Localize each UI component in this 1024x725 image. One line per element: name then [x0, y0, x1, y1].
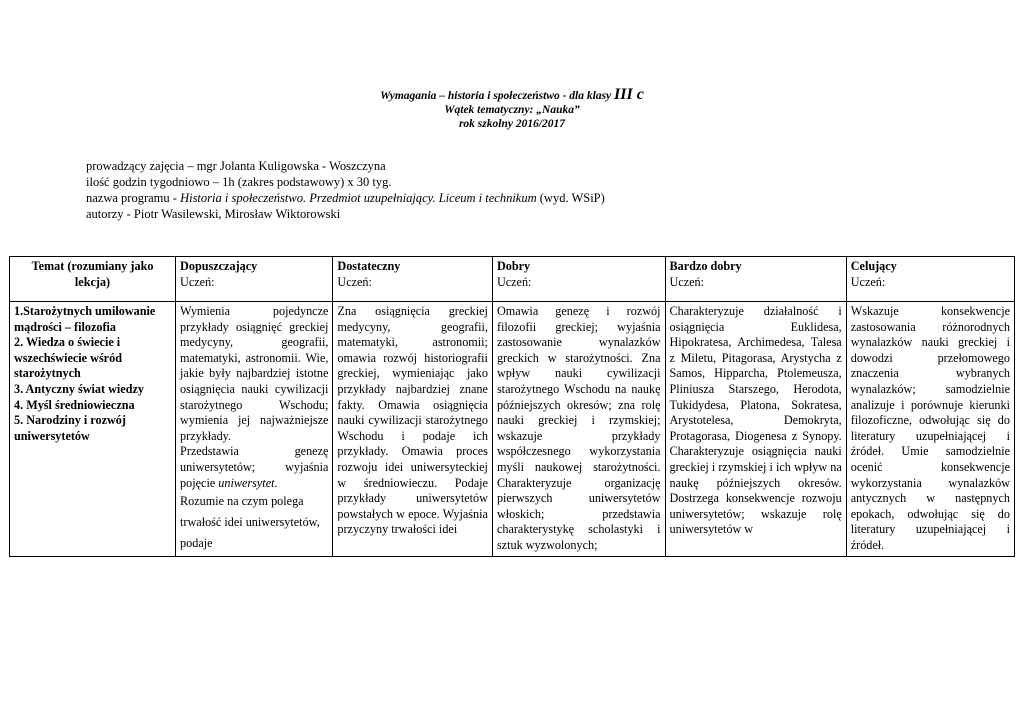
topic-item: 1.Starożytnych umiłowanie mądrości – filozofia: [14, 304, 156, 334]
requirement-text: Wskazuje konsekwencje zastosowania różnorodnych wynalazków nauki greckiej i dowodzi przełomowego znaczenia wybranych wynalazków; samodzielnie analizuje i porównuje kierunki filozoficzne, odwołując się do literatury uzupełniającej i źródeł. Umie samodzielnie ocenić konsekwencje wykorzystania wynalazków antycznych w następnych epokach, odwołując się do literatury uzupełniającej i źródeł.: [850, 304, 1010, 552]
topic-item: 3. Antyczny świat wiedzy: [14, 381, 144, 396]
requirement-text: Wymienia pojedyncze przykłady osiągnięć greckiej medycyny, geografii, matematyki, astronomii. Wie, jakie były najbardziej istotne osiągnięcia nauki cywilizacji starożytnego Wschodu; wymienia jej najważniejsze przykłady.: [180, 304, 329, 443]
header-title: Dopuszczający: [180, 259, 258, 273]
header-grade-5: [665, 257, 846, 302]
requirement-part: .: [274, 475, 278, 490]
cell-dostateczny: [333, 302, 493, 557]
program-title: Historia i społeczeństwo. Przedmiot uzupełniający. Liceum i technikum: [180, 191, 537, 205]
class-name: III c: [614, 86, 644, 103]
requirement-part: Przedstawia genezę uniwersytetów; wyjaśnia pojęcie: [180, 444, 329, 490]
requirement-text: Charakteryzuje działalność i osiągnięcia Euklidesa, Hipokratesa, Archimedesa, Talesa z Miletu, Pitagorasa, Arystycha z Samos, Hipparcha, Ptolemeusza, Pliniusza Starszego, Herodota, Tukidydesa, Platona, Sokratesa, Arystotelesa, Demokryta, Protagorasa, Diogenesa z Synopy. Charakteryzuje osiągnięcia nauki greckiej i rzymskiej i ich wpływ na naukę późniejszych okresów. Dostrzega konsekwencje rozwoju uniwersytetów; wskazuje rolę uniwersytetów w: [669, 304, 842, 537]
program-publisher: (wyd. WSiP): [539, 191, 605, 205]
requirement-term: uniwersytet: [218, 475, 275, 490]
header-topic-title: Temat (rozumiany jako lekcja): [31, 259, 154, 289]
program-line: [86, 190, 605, 206]
header-grade-3: [333, 257, 493, 302]
header-sub: Uczeń:: [180, 274, 215, 289]
school-year: rok szkolny 2016/2017: [458, 118, 566, 130]
document-header: [0, 88, 1024, 131]
teacher-line: prowadzący zajęcia – mgr Jolanta Kuligowska - Woszczyna: [86, 159, 386, 173]
requirement-text: Zna osiągnięcia greckiej medycyny, geografii, matematyki, astronomii; omawia rozwój historiografii greckiej, wymieniając jako przykłady najbardziej znane fakty. Omawia osiągnięcia nauki cywilizacji starożytnego Wschodu i podaje ich przykłady. Omawia proces rozwoju idei uniwersyteckiej w średniowieczu. Podaje przykłady uniwersytetów powstałych w epoce. Wyjaśnia przyczyny trwałości idei: [337, 304, 488, 537]
document-title: [0, 88, 1024, 103]
header-title: Celujący: [850, 259, 897, 273]
table-row: [10, 302, 1015, 557]
program-prefix: nazwa programu -: [86, 191, 177, 205]
header-sub: Uczeń:: [850, 274, 886, 289]
requirements-table: [9, 256, 1015, 557]
header-title: Dobry: [496, 259, 531, 273]
table-header-row: [10, 257, 1015, 302]
header-sub: Uczeń:: [496, 274, 532, 289]
requirement-text: Rozumie na czym polega trwałość idei uniwersytetów, podaje: [180, 494, 320, 551]
topics-cell: [10, 302, 176, 557]
thematic-thread: Wątek tematyczny: „Nauka”: [444, 104, 580, 116]
header-title: Bardzo dobry: [669, 259, 742, 273]
header-sub: Uczeń:: [337, 274, 372, 289]
header-grade-4: [492, 257, 665, 302]
cell-dopuszczajacy: [176, 302, 333, 557]
cell-dobry: [492, 302, 665, 557]
course-info: [86, 158, 605, 222]
header-sub: Uczeń:: [669, 274, 705, 289]
topic-item: 4. Myśl średniowieczna: [14, 397, 135, 412]
header-topic: [10, 257, 176, 302]
requirement-text: [180, 444, 328, 491]
header-grade-2: [176, 257, 333, 302]
hours-line: ilość godzin tygodniowo – 1h (zakres podstawowy) x 30 tyg.: [86, 175, 392, 189]
requirement-text: Omawia genezę i rozwój filozofii greckiej; wyjaśnia zastosowanie wynalazków greckich w starożytności. Zna wpływ nauki cywilizacji starożytnego Wschodu na naukę późniejszych okresów; zna rolę nauki greckiej i rzymskiej; wskazuje przykłady współczesnego wykorzystania myśli naukowej starożytności. Charakteryzuje organizację pierwszych uniwersytetów włoskich; przedstawia charakterystykę scholastyki i sztuk wyzwolonych;: [496, 304, 661, 552]
header-grade-6: [846, 257, 1014, 302]
cell-celujacy: [846, 302, 1014, 557]
topic-item: 2. Wiedza o świecie i wszechświecie wśród starożytnych: [14, 335, 122, 381]
header-title: Dostateczny: [337, 259, 401, 273]
title-text: Wymagania – historia i społeczeństwo - dla klasy: [380, 90, 612, 102]
cell-bardzo-dobry: [665, 302, 846, 557]
authors-line: autorzy - Piotr Wasilewski, Mirosław Wiktorowski: [86, 207, 341, 221]
topic-item: 5. Narodziny i rozwój uniwersytetów: [14, 413, 126, 443]
